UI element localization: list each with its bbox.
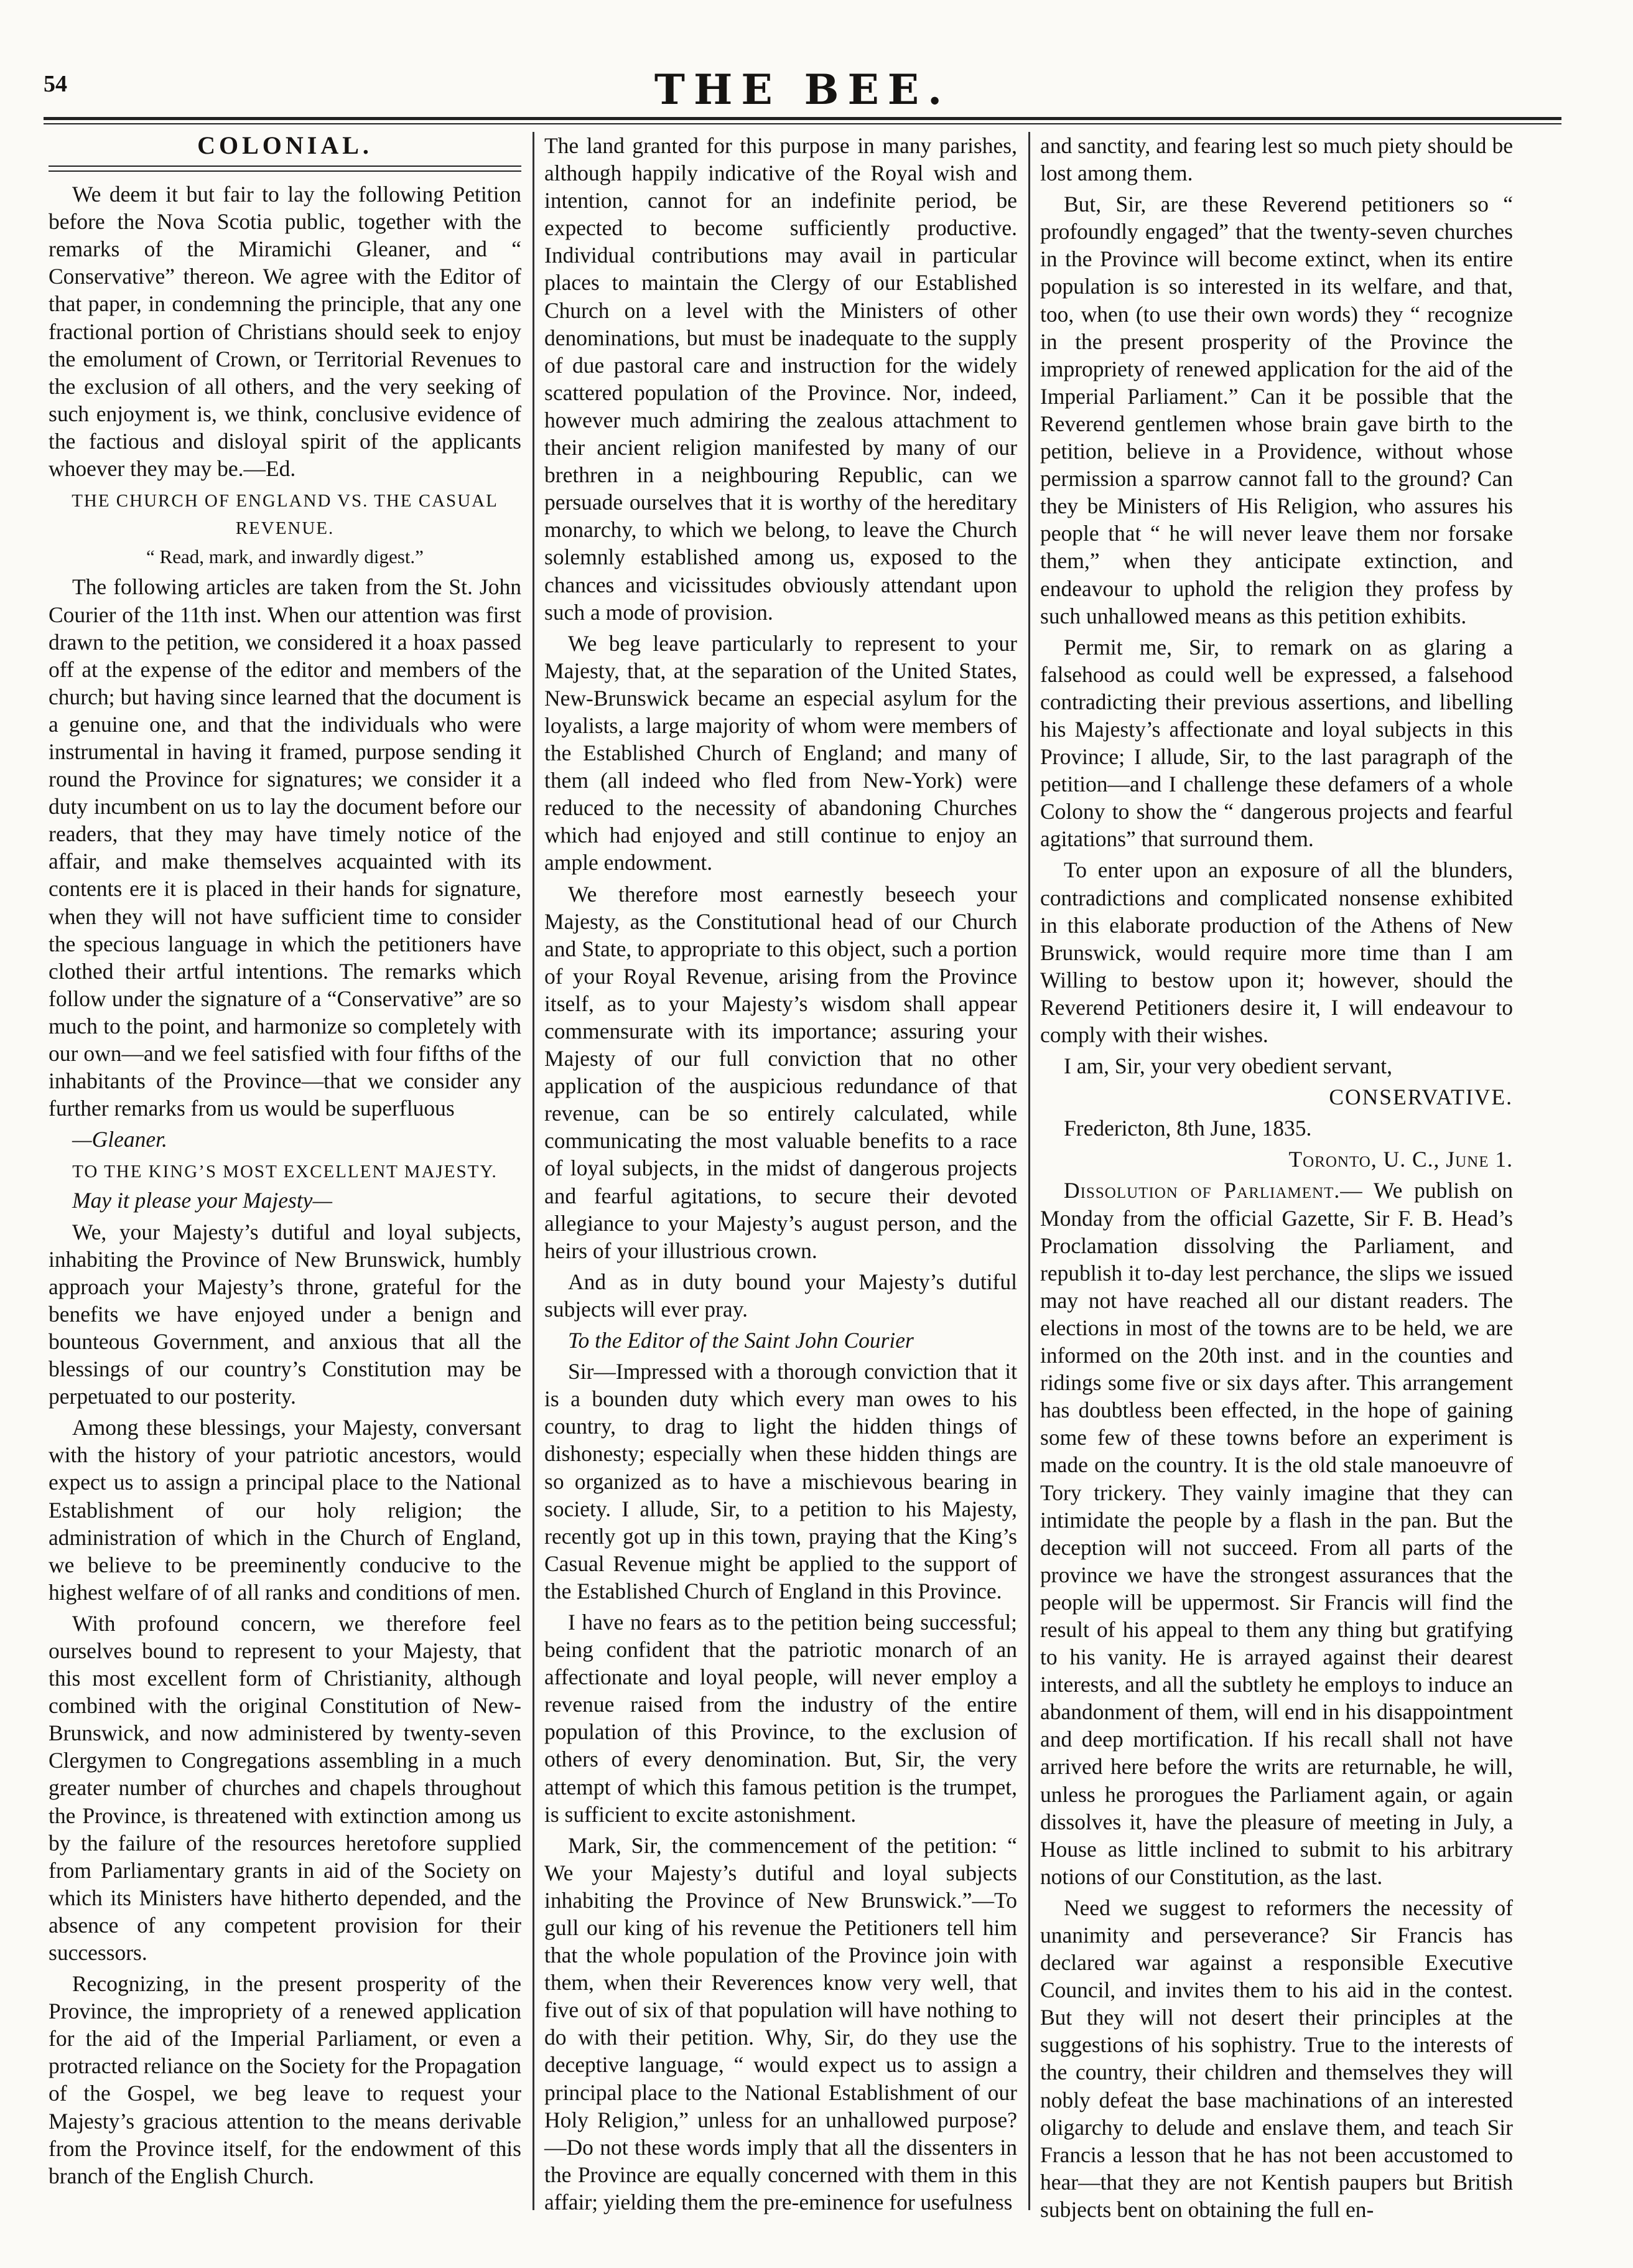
petition-heading: TO THE KING’S MOST EXCELLENT MAJESTY. bbox=[72, 1162, 498, 1182]
news-paragraph bbox=[1040, 1177, 1513, 1890]
header-rule-thin bbox=[44, 123, 1561, 124]
source-credit: —Gleaner. bbox=[72, 1127, 167, 1152]
petition-paragraph: Recognizing, in the present prosperity of the Province, the impropriety of a renewed application for the aid of the Imperial Parliament, or even a protracted reliance on the Society for the Propagation of the Gospel, we beg leave to request your Majesty’s gracious attention to the means derivable from the Province itself, for the endowment of this branch of the English Church. bbox=[49, 1971, 522, 2188]
news-dateline: Toronto, U. C., June 1. bbox=[1288, 1147, 1513, 1172]
page-number: 54 bbox=[44, 71, 67, 97]
letter-address: To the Editor of the Saint John Courier bbox=[568, 1328, 914, 1353]
letter-dateline: Fredericton, 8th June, 1835. bbox=[1064, 1116, 1312, 1141]
news-body: — We publish on Monday from the official Gazette, Sir F. B. Head’s Proclamation dissolving the Parliament, and republish it to-day lest perchance, the slips we issued may not have reached all our distant readers. The elections in most of the towns are to be held, we are informed on the 20th inst. and in the counties and ridings some five or six days after. This arrangement has doubtless been effected, in the hope of gaining some few of these towns before an experiment is made on the country. It is the old stale manoeuvre of Tory trickery. They vainly imagine that they can intimidate the people by a flash in the pan. But the deception will not succeed. From all parts of the province we have the strongest assurances that the people will be uppermost. Sir Francis will find the result of his appeal to them any thing but gratifying to his vanity. He is arrayed against their dearest interests, and all the subtlety he employs to induce an abandonment of them, will end in his disappointment and deep mortification. If his recall shall not have arrived here before the writs are returnable, he will, unless he prorogues the Parliament again, or again dissolves it, have the pleasure of meeting in July, a House as little inclined to submit to his arbitrary notions of our Constitution, as the last. bbox=[1040, 1178, 1513, 1889]
letter-paragraph: To enter upon an exposure of all the blunders, contradictions and complicated nonsense exhibited in this elaborate production of the Athens of New Brunswick, would require more time than I am Willing to bestow upon it; however, should the Reverend Petitioners desire it, I will endeavour to comply with their wishes. bbox=[1040, 857, 1513, 1047]
heading-rule bbox=[49, 166, 521, 172]
article-subheading: THE CHURCH OF ENGLAND VS. THE CASUAL REVENUE. bbox=[72, 491, 498, 539]
newspaper-title: THE BEE. bbox=[654, 65, 951, 114]
letter-closing: I am, Sir, your very obedient servant, bbox=[1064, 1053, 1392, 1079]
petition-paragraph: We therefore most earnestly beseech your Majesty, as the Constitutional head of our Church and State, to appropriate to this object, such a portion of your Royal Revenue, arising from the Province itself, as to your Majesty’s wisdom shall appear commensurate with its importance; assuring your Majesty of our full conviction that no other application of the auspicious redundance of that revenue, can be so entirely calculated, while communicating the most valuable benefits to a race of loyal subjects, in the midst of dangerous projects and fearful agitations, to secure their devoted allegiance to your Majesty’s august person, and the heirs of your illustrious crown. bbox=[544, 881, 1017, 1263]
petition-salutation: May it please your Majesty— bbox=[72, 1188, 333, 1213]
article-motto: “ Read, mark, and inwardly digest.” bbox=[146, 546, 424, 568]
petition-paragraph: Among these blessings, your Majesty, conversant with the history of your patriotic ancestors, would expect us to assign a principal place to the National Establishment of our holy religion; the administration of which in the Church of England, we believe to be preeminently conducive to the highest welfare of of all ranks and conditions of men. bbox=[49, 1415, 521, 1605]
petition-paragraph: We beg leave particularly to represent to your Majesty, that, at the separation of the United States, New-Brunswick became an especial asylum for the loyalists, a large majority of whom were members of the Established Church of England; and many of them (all indeed who fled from New-York) were reduced to the necessity of abandoning Churches which had enjoyed and still continue to enjoy an ample endowment. bbox=[544, 630, 1017, 875]
article-paragraph: The following articles are taken from the St. John Courier of the 11th inst. When our attention was first drawn to the petition, we considered it a hoax passed off at the expense of the editor and members of the church; but having since learned that the document is a genuine one, and that the individuals who were instrumental in having it framed, purpose sending it round the Province for signatures; we consider it a duty incumbent on us to lay the document before our readers, that they may have timely notice of the affair, and make themselves acquainted with its contents ere it is placed in their hands for signature, when they will not have sufficient time to consider the specious language in which the petitioners have clothed their artful intentions. The remarks which follow under the signature of a “Conservative” are so much to the point, and harmonize so completely with our own—and we feel satisfied with four fifths of the inhabitants of the Province—that we consider any further remarks from us would be superfluous bbox=[49, 574, 521, 1121]
news-lead: Dissolution of Parliament. bbox=[1064, 1178, 1341, 1203]
petition-paragraph: And as in duty bound your Majesty’s dutiful subjects will ever pray. bbox=[544, 1269, 1017, 1322]
petition-paragraph: The land granted for this purpose in many parishes, although happily indicative of the Royal wish and intention, cannot for an indefinite period, be expected to become sufficiently productive. Individual contributions may avail in particular places to maintain the Clergy of our Established Church on a level with the Ministers of other denominations, but must be inadequate to the supply of due pastoral care and instruction for the widely scattered population of the Province. Nor, indeed, however much admiring the zealous attachment to their ancient religion manifested by many of our brethren in a neighbouring Republic, can we persuade ourselves that it is worthy of the hereditary monarchy, to which we belong, to leave the Church solemnly established among us, exposed to the chances and vicissitudes obviously attendant upon such a mode of provision. bbox=[544, 133, 1017, 625]
column-3 bbox=[1040, 132, 1513, 2227]
letter-paragraph: Permit me, Sir, to remark on as glaring a falsehood as could well be expressed, a falsehood contradicting their previous assertions, and libelling his Majesty’s affectionate and loyal subjects in this Province; I allude, Sir, to the last paragraph of the petition—and I challenge these defamers of a whole Colony to show the “ dangerous projects and fearful agitations” that surround them. bbox=[1040, 634, 1513, 852]
header-rule-thick bbox=[44, 117, 1561, 120]
letter-paragraph: Mark, Sir, the commencement of the petition: “ We your Majesty’s dutiful and loyal subjects inhabiting the Province of New Brunswick.”—To gull our king of his revenue the Petitioners tell him that the whole population of the Province join with them, when their Reverences know very well, that five out of six of that population will have nothing to do with their petition. Why, Sir, do they use the deceptive language, “ would expect us to assign a principal place to the National Establishment of our Holy Religion,” unless for an unhallowed purpose?—Do not these words imply that all the dissenters in the Province are equally concerned with them in this affair; yielding them the pre-eminence for usefulness bbox=[544, 1832, 1017, 2214]
letter-paragraph: and sanctity, and fearing lest so much piety should be lost among them. bbox=[1040, 133, 1513, 186]
masthead-bar bbox=[44, 65, 1561, 121]
letter-paragraph: I have no fears as to the petition being successful; being confident that the patriotic monarch of an affectionate and loyal people, will never employ a revenue raised from the industry of the entire population of this Province, to the exclusion of others of every denomination. But, Sir, the very attempt of which this famous petition is the trumpet, is sufficient to excite astonishment. bbox=[544, 1609, 1017, 1827]
section-heading: COLONIAL. bbox=[197, 131, 373, 159]
column-1 bbox=[49, 132, 521, 2193]
petition-paragraph: We, your Majesty’s dutiful and loyal subjects, inhabiting the Province of New Brunswick, humbly approach your Majesty’s throne, grateful for the benefits we have enjoyed under a benign and bounteous Government, and anxious that all the blessings of our country’s Constitution may be perpetuated to our posterity. bbox=[49, 1219, 521, 1409]
letter-signature: CONSERVATIVE. bbox=[1329, 1085, 1513, 1110]
petition-paragraph: With profound concern, we therefore feel ourselves bound to represent to your Majesty, that this most excellent form of Christianity, although combined with the original Constitution of New-Brunswick, and now administered by twenty-seven Clergymen to Congregations assembling in a much greater number of churches and chapels throughout the Province, is threatened with extinction among us by the failure of the resources heretofore supplied from Parliamentary grants in aid of the Society on which its Ministers have hitherto depended, and the absence of any competent provision for their successors. bbox=[49, 1610, 521, 1965]
editorial-paragraph: We deem it but fair to lay the following Petition before the Nova Scotia public, together with the remarks of the Miramichi Gleaner, and “ Conservative” thereon. We agree with the Editor of that paper, in condemning the principle, that any one fractional portion of Christians should seek to enjoy the emolument of Crown, or Territorial Revenues to the exclusion of all others, and the very seeking of such enjoyment is, we think, conclusive evidence of the factious and disloyal spirit of the applicants whoever they may be.—Ed. bbox=[49, 182, 521, 482]
column-2 bbox=[544, 132, 1017, 2219]
letter-paragraph: Sir—Impressed with a thorough conviction that it is a bounden duty which every man owes to his country, to drag to light the hidden things of dishonesty; especially when these hidden things are so organized as to have a mischievous bearing in society. I allude, Sir, to a petition to his Majesty, recently got up in this town, praying that the King’s Casual Revenue might be applied to the support of the Established Church of England in this Province. bbox=[544, 1359, 1017, 1603]
column-divider bbox=[1028, 132, 1030, 2210]
news-paragraph: Need we suggest to reformers the necessity of unanimity and perseverance? Sir Francis has declared war against a responsible Executive Council, and invites them to his aid in the contest. But they will not desert their principles at the suggestions of his sophistry. True to the interests of the country, their children and themselves they will nobly defeat the base machinations of an interested oligarchy to delude and enslave them, and teach Sir Francis a lesson that he has not been accustomed to hear—that they are not Kentish paupers but British subjects bent on obtaining the full en- bbox=[1040, 1895, 1513, 2222]
letter-paragraph: But, Sir, are these Reverend petitioners so “ profoundly engaged” that the twenty-seven churches in the Province will become extinct, when its entire population is so interested in its welfare, and that, too, when (to use their own words) they “ recognize in the present prosperity of the Province the impropriety of renewed application for the aid of the Imperial Parliament.” Can it be possible that the Reverend gentlemen whose brain gave birth to the petition, believe in a Providence, without whose permission a sparrow cannot fall to the ground? Can they be Ministers of His Religion, who assures his people that “ he will never leave them nor forsake them,” when they anticipate extinction, and endeavour to uphold the religion they profess by such unhallowed means as this petition exhibits. bbox=[1040, 192, 1513, 628]
column-divider bbox=[533, 132, 534, 2210]
